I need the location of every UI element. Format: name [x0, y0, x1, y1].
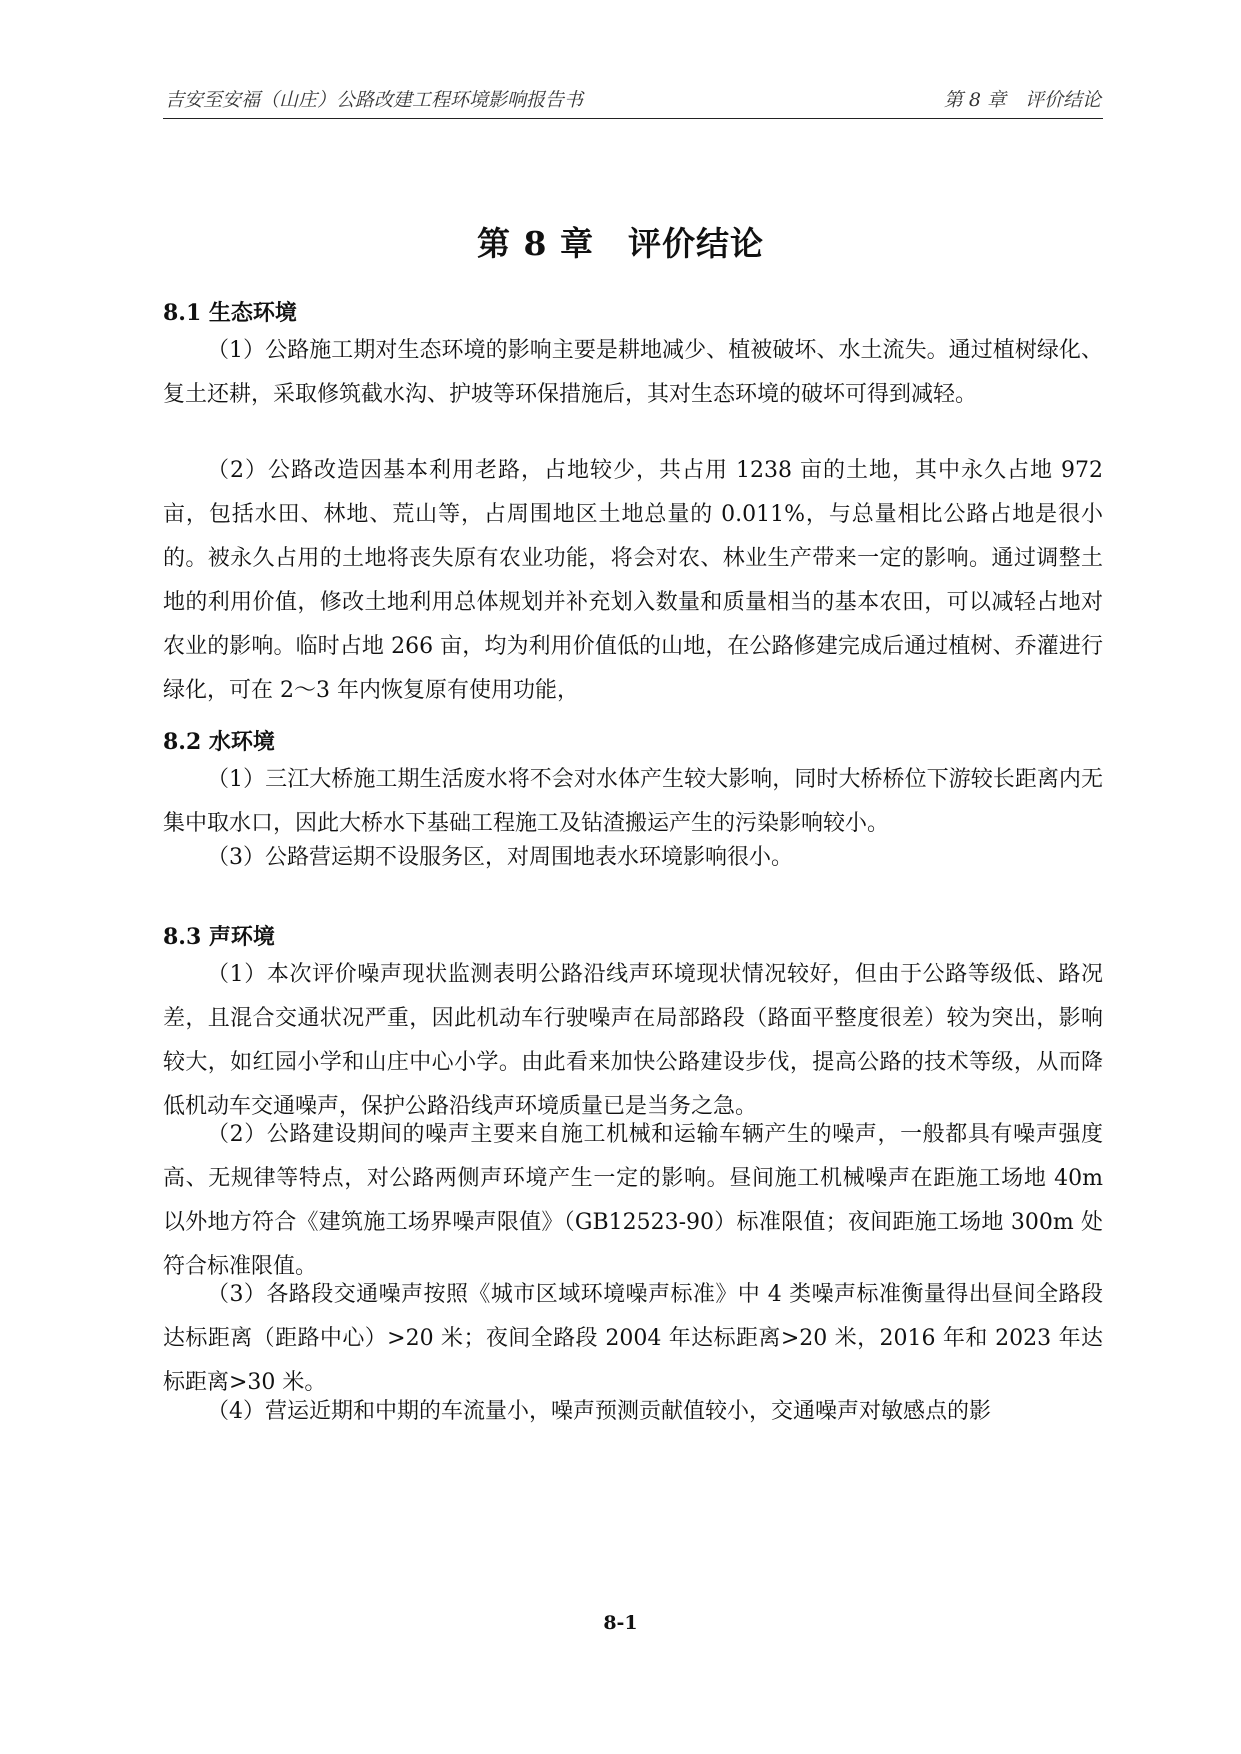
section-heading-8-3: 8.3 声环境: [163, 924, 275, 950]
section-heading-8-2: 8.2 水环境: [163, 729, 275, 755]
paragraph-8-2-2: （3）公路营运期不设服务区，对周围地表水环境影响很小。: [207, 845, 793, 870]
header-report-title: 吉安至安福（山庄）公路改建工程环境影响报告书: [165, 89, 584, 111]
paragraph-8-2-1: （1）三江大桥施工期生活废水将不会对水体产生较大影响，同时大桥桥位下游较长距离内无集中取水口，因此大桥水下基础工程施工及钻渣搬运产生的污染影响较小。: [163, 767, 1103, 836]
page-number: 8-1: [603, 1612, 638, 1634]
header-chapter: 第 8 章 评价结论: [943, 89, 1101, 111]
paragraph-8-3-2: （2）公路建设期间的噪声主要来自施工机械和运输车辆产生的噪声，一般都具有噪声强度高、无规律等特点，对公路两侧声环境产生一定的影响。昼间施工机械噪声在距施工场地 40m 以外地方符合《建筑施工场界噪声限值》（GB12523-90）标准限值；夜间距施工场地 300m 处符合标准限值。: [163, 1122, 1103, 1279]
paragraph-8-3-3: （3）各路段交通噪声按照《城市区域环境噪声标准》中 4 类噪声标准衡量得出昼间全路段达标距离（距路中心）>20 米；夜间全路段 2004 年达标距离>20 米，2016 年和 2023 年达标距离>30 米。: [163, 1282, 1103, 1395]
paragraph-8-1-1: （1）公路施工期对生态环境的影响主要是耕地减少、植被破坏、水土流失。通过植树绿化、复土还耕，采取修筑截水沟、护坡等环保措施后，其对生态环境的破坏可得到减轻。: [163, 338, 1103, 407]
page-header: [163, 84, 1103, 119]
section-heading-8-1: 8.1 生态环境: [163, 300, 297, 326]
paragraph-8-3-4: （4）营运近期和中期的车流量小，噪声预测贡献值较小，交通噪声对敏感点的影: [207, 1399, 991, 1424]
paragraph-8-1-2: （2）公路改造因基本利用老路，占地较少，共占用 1238 亩的土地，其中永久占地 972 亩，包括水田、林地、荒山等，占周围地区土地总量的 0.011%，与总量相比公路占地是很小的。被永久占用的土地将丧失原有农业功能，将会对农、林业生产带来一定的影响。通过调整土地的利用价值，修改土地利用总体规划并补充划入数量和质量相当的基本农田，可以减轻占地对农业的影响。临时占地 266 亩，均为利用价值低的山地，在公路修建完成后通过植树、乔灌进行绿化，可在 2～3 年内恢复原有使用功能，: [163, 458, 1103, 703]
paragraph-8-3-1: （1）本次评价噪声现状监测表明公路沿线声环境现状情况较好，但由于公路等级低、路况差，且混合交通状况严重，因此机动车行驶噪声在局部路段（路面平整度很差）较为突出，影响较大，如红园小学和山庄中心小学。由此看来加快公路建设步伐，提高公路的技术等级，从而降低机动车交通噪声，保护公路沿线声环境质量已是当务之急。: [163, 962, 1103, 1119]
chapter-title: 第 8 章 评价结论: [477, 224, 764, 263]
